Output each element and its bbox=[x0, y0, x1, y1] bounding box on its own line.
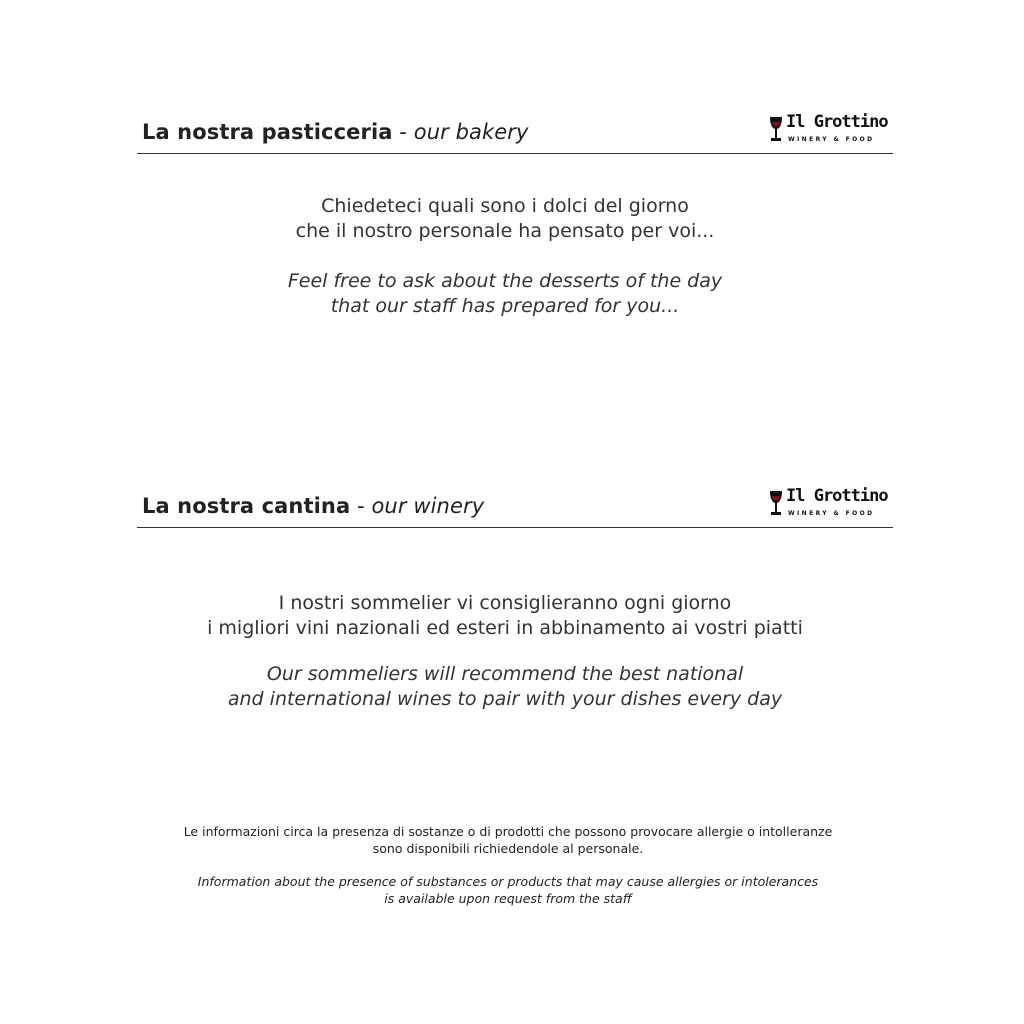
wine-glass-icon bbox=[769, 116, 783, 142]
text-line: Chiedeteci quali sono i dolci del giorno bbox=[321, 195, 689, 217]
text-line: che il nostro personale ha pensato per voi... bbox=[295, 220, 715, 242]
wine-glass-icon bbox=[769, 490, 783, 516]
bakery-header bbox=[137, 113, 893, 154]
text-line: and international wines to pair with your dishes every day bbox=[227, 688, 783, 710]
separator: - bbox=[350, 494, 372, 518]
logo bbox=[769, 113, 889, 147]
text-line: sono disponibili richiedendole al personale. bbox=[372, 841, 644, 856]
allergy-notice-en bbox=[0, 873, 1016, 907]
logo-subtitle: WINERY & FOOD bbox=[788, 510, 875, 517]
text-line: Information about the presence of substances or products that may cause allergies or intolerances bbox=[197, 874, 819, 889]
logo-name: Il Grottino bbox=[786, 486, 888, 506]
text-line: is available upon request from the staff bbox=[384, 891, 632, 906]
logo-name: Il Grottino bbox=[786, 112, 888, 132]
text-line: I nostri sommelier vi consiglieranno ogni giorno bbox=[278, 592, 732, 614]
winery-text-en bbox=[0, 662, 1010, 712]
bakery-title bbox=[142, 119, 529, 145]
bakery-title-en: our bakery bbox=[413, 120, 529, 144]
logo bbox=[769, 487, 889, 521]
text-line: that our staff has prepared for you... bbox=[330, 295, 680, 317]
winery-title bbox=[142, 493, 484, 519]
bakery-text-it bbox=[0, 194, 1010, 244]
logo-subtitle: WINERY & FOOD bbox=[788, 136, 875, 143]
text-line: Our sommeliers will recommend the best national bbox=[266, 663, 744, 685]
bakery-title-it: La nostra pasticceria bbox=[142, 120, 393, 144]
separator: - bbox=[392, 120, 414, 144]
bakery-text-en bbox=[0, 269, 1010, 319]
text-line: Feel free to ask about the desserts of the day bbox=[287, 270, 723, 292]
text-line: Le informazioni circa la presenza di sostanze o di prodotti che possono provocare allergie o intolleranze bbox=[183, 824, 833, 839]
winery-text-it bbox=[0, 591, 1010, 641]
text-line: i migliori vini nazionali ed esteri in abbinamento ai vostri piatti bbox=[207, 617, 803, 639]
allergy-notice-it bbox=[0, 823, 1016, 857]
winery-title-en: our winery bbox=[371, 494, 485, 518]
winery-title-it: La nostra cantina bbox=[142, 494, 351, 518]
winery-header bbox=[137, 487, 893, 528]
